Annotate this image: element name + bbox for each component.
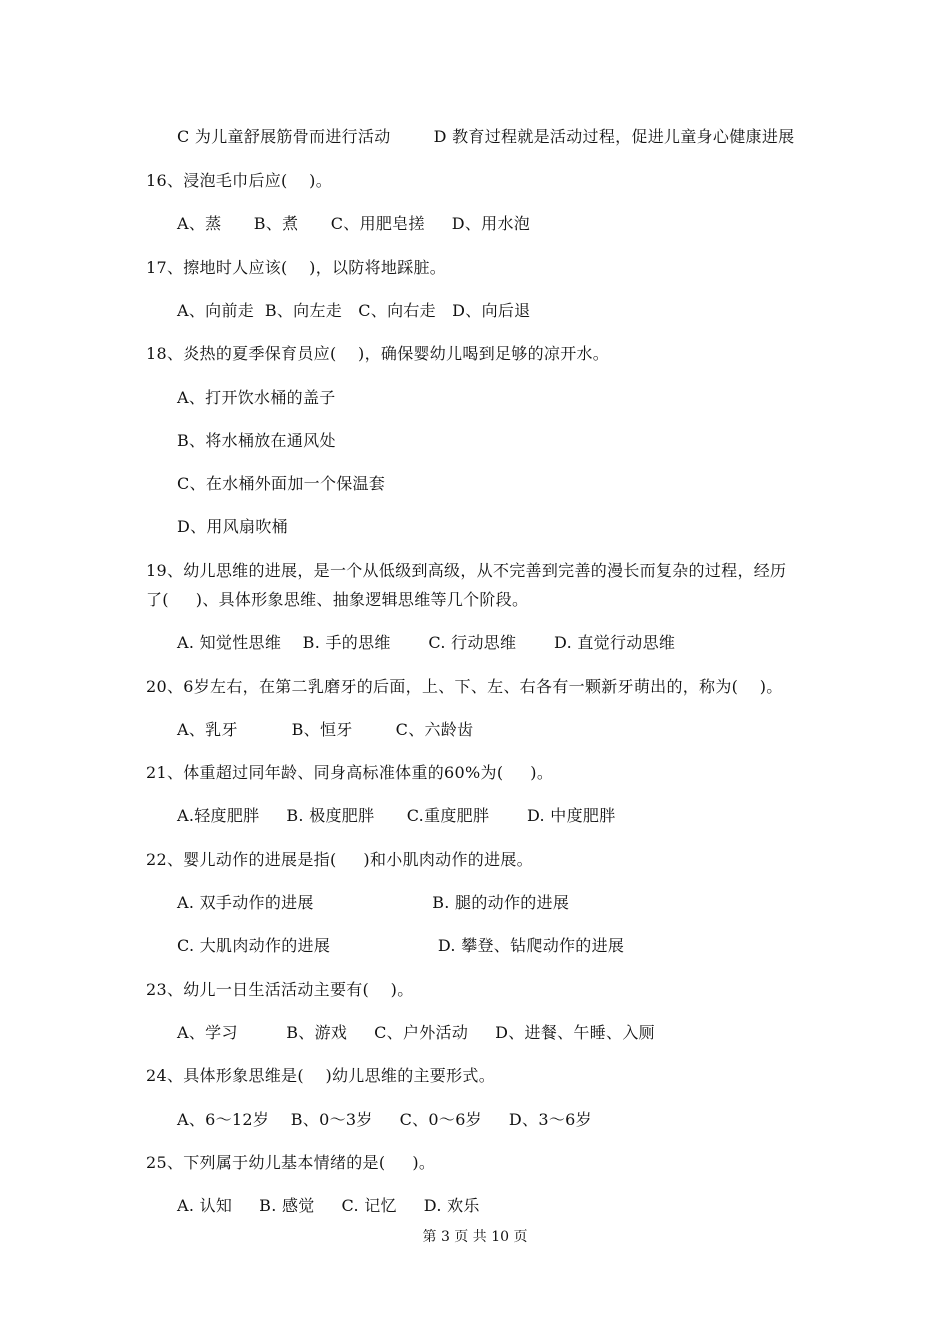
option-line: A、打开饮水桶的盖子 <box>177 388 336 407</box>
option-line: A、学习 B、游戏 C、户外活动 D、进餐、午睡、入厕 <box>177 1023 655 1042</box>
option-line: B、将水桶放在通风处 <box>177 431 336 450</box>
question-25: 25、下列属于幼儿基本情绪的是( )。 <box>146 1153 436 1172</box>
option-line: A. 双手动作的进展 B. 腿的动作的进展 <box>177 893 570 912</box>
question-19-cont: 了( )、具体形象思维、抽象逻辑思维等几个阶段。 <box>146 590 529 609</box>
question-17: 17、擦地时人应该( )，以防将地踩脏。 <box>146 258 447 277</box>
question-22: 22、婴儿动作的进展是指( )和小肌肉动作的进展。 <box>146 850 533 869</box>
option-line: A. 认知 B. 感觉 C. 记忆 D. 欢乐 <box>177 1196 480 1215</box>
question-20: 20、6岁左右，在第二乳磨牙的后面，上、下、左、右各有一颗新牙萌出的，称为( )。 <box>146 677 783 696</box>
option-line: D、用风扇吹桶 <box>177 517 288 536</box>
question-21: 21、体重超过同年龄、同身高标准体重的60%为( )。 <box>146 763 554 782</box>
option-line: C. 大肌肉动作的进展 D. 攀登、钻爬动作的进展 <box>177 936 625 955</box>
option-line: C 为儿童舒展筋骨而进行活动 D 教育过程就是活动过程，促进儿童身心健康进展 <box>177 127 795 146</box>
question-24: 24、具体形象思维是( )幼儿思维的主要形式。 <box>146 1066 495 1085</box>
option-line: C、在水桶外面加一个保温套 <box>177 474 386 493</box>
option-line: A、蒸 B、煮 C、用肥皂搓 D、用水泡 <box>177 214 531 233</box>
option-line: A.轻度肥胖 B. 极度肥胖 C.重度肥胖 D. 中度肥胖 <box>177 806 616 825</box>
question-18: 18、炎热的夏季保育员应( )，确保婴幼儿喝到足够的凉开水。 <box>146 344 610 363</box>
question-19: 19、幼儿思维的进展，是一个从低级到高级，从不完善到完善的漫长而复杂的过程，经历 <box>146 561 787 580</box>
option-line: A、向前走 B、向左走 C、向右走 D、向后退 <box>177 301 531 320</box>
question-23: 23、幼儿一日生活活动主要有( )。 <box>146 980 414 999</box>
option-line: A、6～12岁 B、0～3岁 C、0～6岁 D、3～6岁 <box>177 1110 592 1129</box>
question-16: 16、浸泡毛巾后应( )。 <box>146 171 332 190</box>
option-line: A. 知觉性思维 B. 手的思维 C. 行动思维 D. 直觉行动思维 <box>177 633 676 652</box>
page-footer: 第 3 页 共 10 页 <box>422 1229 528 1245</box>
option-line: A、乳牙 B、恒牙 C、六龄齿 <box>177 720 474 739</box>
